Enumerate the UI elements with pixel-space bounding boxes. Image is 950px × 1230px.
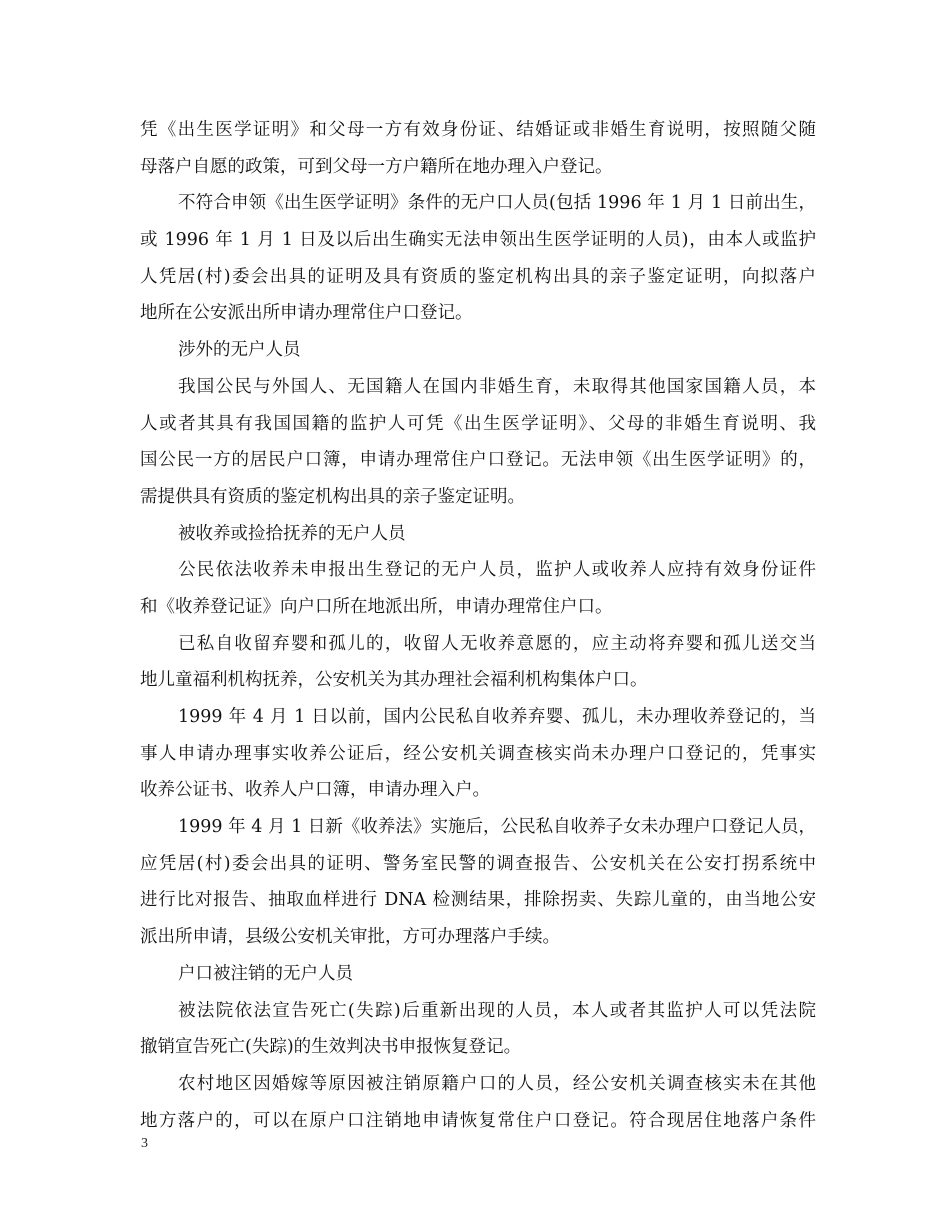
text-line: 派出所申请，县级公安机关审批，方可办理落户手续。 [140, 927, 560, 948]
page-number: 3 [141, 1136, 148, 1151]
text-line: 1999 年 4 月 1 日新《收养法》实施后，公民私自收养子女未办理户口登记人员， [178, 817, 816, 838]
text-line: 我国公民与外国人、无国籍人在国内非婚生育，未取得其他国家国籍人员，本 [178, 376, 816, 397]
text-line: 国公民一方的居民户口簿，申请办理常住户口登记。无法申领《出生医学证明》的， [140, 450, 816, 471]
text-line: 户口被注销的无户人员 [178, 963, 353, 984]
text-line: 不符合申领《出生医学证明》条件的无户口人员(包括 1996 年 1 月 1 日前出生， [178, 193, 816, 214]
text-line: 凭《出生医学证明》和父母一方有效身份证、结婚证或非婚生育说明，按照随父随 [140, 120, 816, 140]
text-line: 1999 年 4 月 1 日以前，国内公民私自收养弃婴、孤儿，未办理收养登记的，当 [178, 707, 816, 727]
text-line: 撤销宣告死亡(失踪)的生效判决书申报恢复登记。 [140, 1037, 522, 1058]
text-line: 地所在公安派出所申请办理常住户口登记。 [140, 303, 473, 324]
text-line: 被收养或捡拾抚养的无户人员 [178, 523, 406, 544]
text-line: 被法院依法宣告死亡(失踪)后重新出现的人员，本人或者其监护人可以凭法院 [178, 1000, 816, 1021]
text-line: 收养公证书、收养人户口簿，申请办理入户。 [140, 780, 490, 801]
text-line: 人凭居(村)委会出具的证明及具有资质的鉴定机构出具的亲子鉴定证明，向拟落户 [140, 266, 816, 287]
text-line: 事人申请办理事实收养公证后，经公安机关调查核实尚未办理户口登记的，凭事实 [140, 743, 816, 764]
text-line: 地儿童福利机构抚养，公安机关为其办理社会福利机构集体户口。 [140, 670, 648, 691]
text-line: 母落户自愿的政策，可到父母一方户籍所在地办理入户登记。 [140, 156, 613, 177]
text-line: 人或者其具有我国国籍的监护人可凭《出生医学证明》、父母的非婚生育说明、我 [140, 413, 816, 434]
document-body [140, 112, 816, 1139]
text-line: 农村地区因婚嫁等原因被注销原籍户口的人员，经公安机关调查核实未在其他 [178, 1073, 816, 1094]
text-line: 公民依法收养未申报出生登记的无户人员，监护人或收养人应持有效身份证件 [178, 560, 816, 581]
text-line: 涉外的无户人员 [178, 340, 301, 361]
text-line: 应凭居(村)委会出具的证明、警务室民警的调查报告、公安机关在公安打拐系统中 [140, 853, 816, 874]
text-line: 或 1996 年 1 月 1 日及以后出生确实无法申领出生医学证明的人员)，由本人或监护 [140, 230, 816, 251]
text-line: 需提供具有资质的鉴定机构出具的亲子鉴定证明。 [140, 486, 525, 507]
text-line: 和《收养登记证》向户口所在地派出所，申请办理常住户口。 [140, 596, 613, 617]
text-line: 已私自收留弃婴和孤儿的，收留人无收养意愿的，应主动将弃婴和孤儿送交当 [178, 633, 816, 654]
text-line: 地方落户的，可以在原户口注销地申请恢复常住户口登记。符合现居住地落户条件 [140, 1110, 816, 1131]
text-line: 进行比对报告、抽取血样进行 DNA 检测结果，排除拐卖、失踪儿童的，由当地公安 [140, 890, 816, 911]
